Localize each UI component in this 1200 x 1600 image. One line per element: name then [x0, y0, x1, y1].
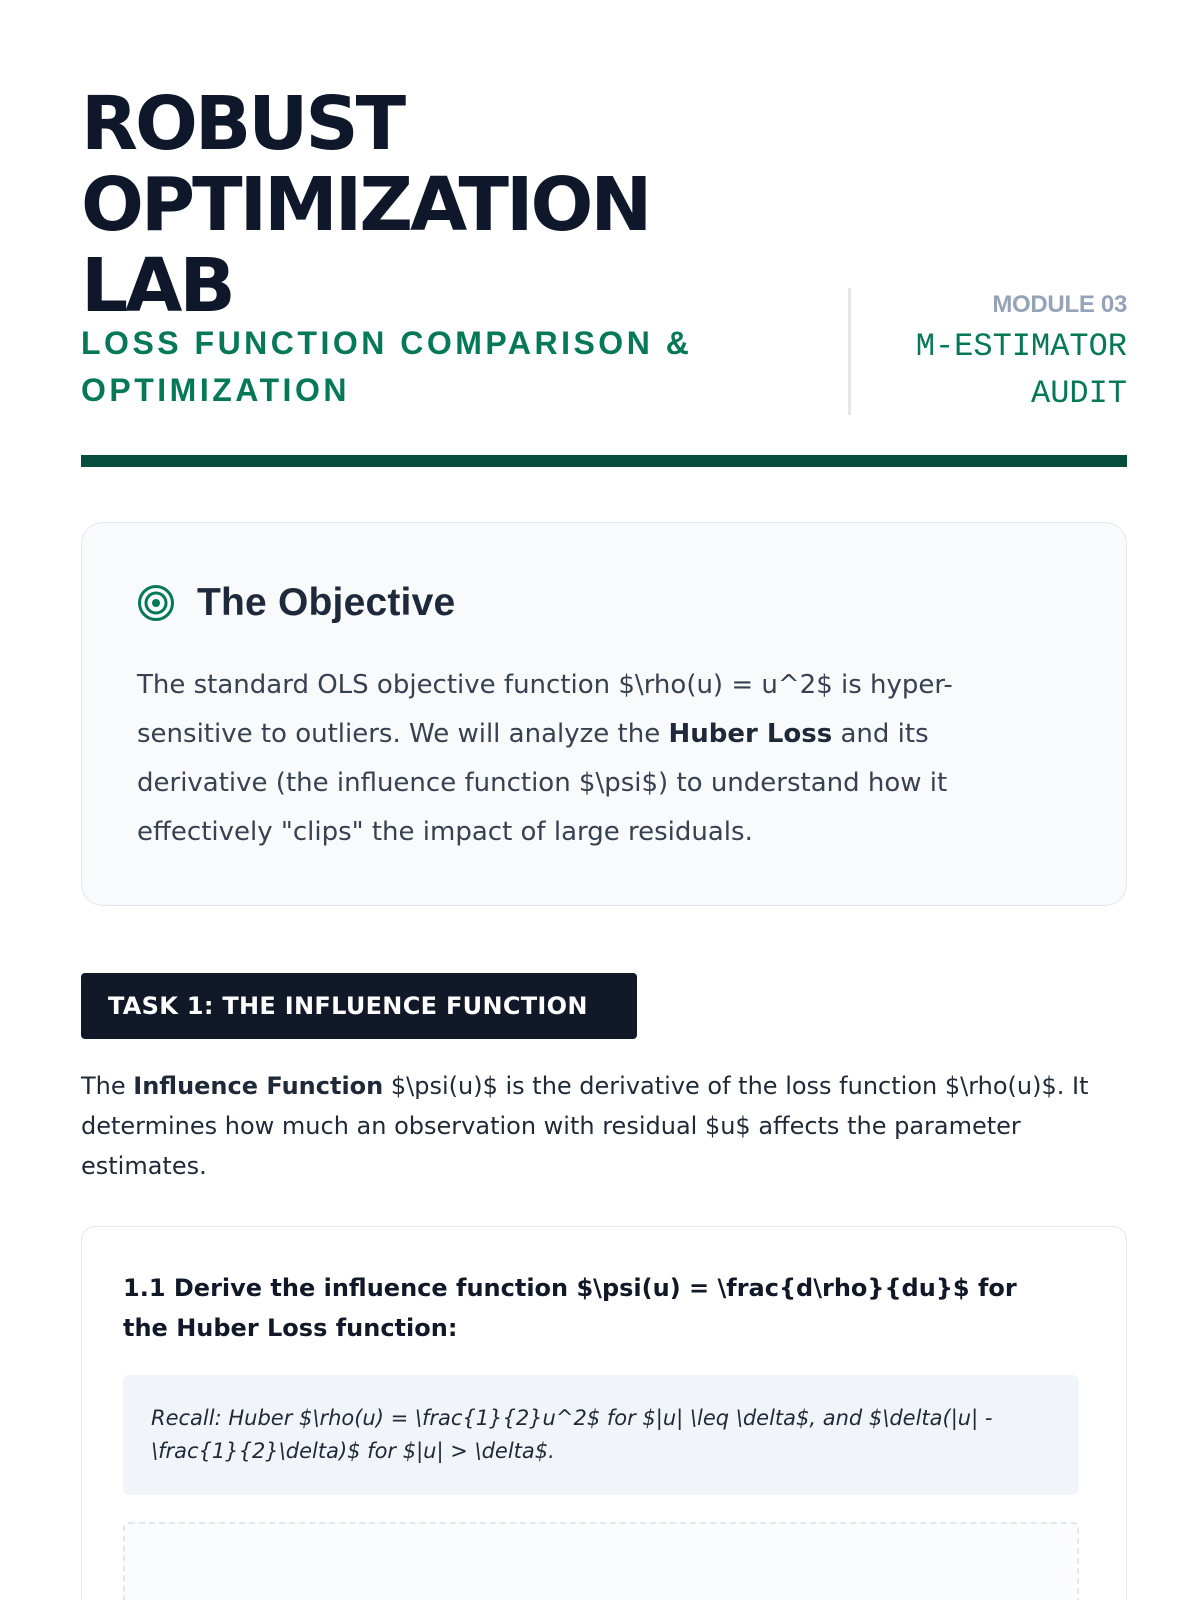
- answer-area[interactable]: [123, 1522, 1079, 1600]
- task-intro-part-2: $\psi(u)$ is the derivative of the loss function $\rho(u)$. It determines how much an observation with residual $u$ affects the parameter estimates.: [81, 1072, 1089, 1180]
- objective-text-bold: Huber Loss: [668, 719, 833, 749]
- header-divider: [848, 288, 851, 415]
- objective-header: [137, 581, 455, 625]
- title-line-3: LAB: [81, 243, 233, 329]
- module-label: MODULE 03: [992, 291, 1127, 318]
- title-line-2: OPTIMIZATION: [81, 162, 650, 248]
- page-title: [81, 81, 650, 329]
- target-icon: [137, 584, 175, 622]
- header-rule: [81, 455, 1127, 467]
- objective-card: [81, 522, 1127, 906]
- task-intro-part-1: The: [81, 1072, 134, 1100]
- title-line-1: ROBUST: [81, 81, 404, 167]
- module-name: M-ESTIMATOR AUDIT: [915, 328, 1127, 412]
- objective-text-part-1: The standard OLS objective function $\rho(u) = u^2$ is hyper-sensitive to outliers. We will analyze the: [137, 670, 953, 749]
- objective-text-part-2: and its derivative (the influence function $\psi$) to understand how it effectively "clips" the impact of large residuals.: [137, 719, 948, 847]
- task-badge: TASK 1: THE INFLUENCE FUNCTION: [81, 973, 637, 1039]
- worksheet-page: [81, 0, 1127, 1463]
- task-intro-bold: Influence Function: [133, 1072, 384, 1100]
- objective-title: The Objective: [197, 581, 456, 624]
- recall-hint: Recall: Huber $\rho(u) = \frac{1}{2}u^2$ for $|u| \leq \delta$, and $\delta(|u| - \frac{1}{2}\delta)$ for $|u| > \delta$.: [123, 1375, 1079, 1495]
- question-card: [81, 1226, 1127, 1600]
- question-text: 1.1 Derive the influence function $\psi(u) = \frac{d\rho}{du}$ for the Huber Loss function:: [123, 1274, 1017, 1342]
- task-intro: [81, 1066, 1131, 1186]
- objective-text: [137, 661, 1037, 857]
- page-subtitle: LOSS FUNCTION COMPARISON & OPTIMIZATION: [81, 325, 693, 408]
- page-header: [81, 0, 1127, 470]
